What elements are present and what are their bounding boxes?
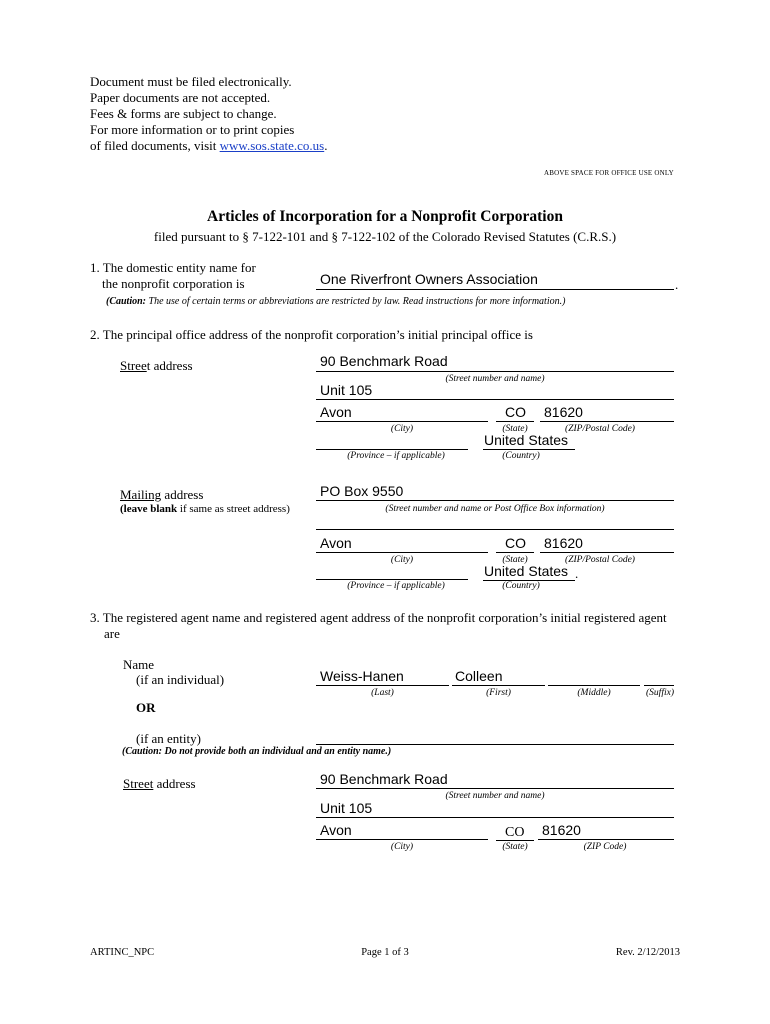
agent-city-field[interactable]: Avon	[320, 822, 352, 838]
notice-line: Document must be filed electronically.	[90, 74, 292, 89]
mailing-province-underline	[316, 579, 468, 580]
section1-label: 1. The domestic entity name for	[90, 260, 256, 275]
mailing-state-underline	[496, 552, 534, 553]
notice-line: For more information or to print copies	[90, 122, 295, 137]
mailing-street2-underline[interactable]	[316, 529, 674, 530]
country-caption: (Country)	[502, 581, 540, 591]
principal-province-underline	[316, 449, 468, 450]
footer-form-id: ARTINC_NPC	[90, 947, 155, 958]
caution-note	[106, 296, 565, 307]
notice-text: of filed documents, visit	[90, 138, 220, 153]
mailing-note-rest: if same as street address)	[177, 503, 290, 515]
section2-label: 2. The principal office address of the nonprofit corporation’s initial principal office is	[90, 327, 533, 342]
city-caption: (City)	[390, 424, 414, 434]
agent-last-name-field[interactable]: Weiss-Hanen	[320, 668, 404, 684]
agent-state-caption: (State)	[502, 842, 528, 852]
agent-city-caption: (City)	[390, 842, 414, 852]
notice-line	[90, 138, 327, 154]
principal-street-underline	[316, 371, 674, 372]
footer-page-number: Page 1 of 3	[361, 947, 409, 958]
caution-bold: (Caution:	[106, 296, 147, 307]
province-caption: (Province – if applicable)	[347, 581, 445, 591]
street-address-label	[120, 358, 193, 374]
street-label-rest: t address	[146, 358, 193, 373]
street-label-underlined: Stree	[120, 358, 147, 373]
section3-label-cont: are	[104, 626, 120, 641]
footer-revision: Rev. 2/12/2013	[615, 947, 680, 958]
agent-last-underline	[316, 685, 449, 686]
agent-suffix-underline	[644, 685, 674, 686]
agent-entity-underline	[316, 744, 674, 745]
section3-label: 3. The registered agent name and registered agent address of the nonprofit corporation’s initial registered agent	[90, 610, 667, 625]
page-subtitle: filed pursuant to § 7-122-101 and § 7-122-102 of the Colorado Revised Statutes (C.R.S.)	[153, 229, 617, 244]
agent-city-underline	[316, 839, 488, 840]
entity-name-field[interactable]: One Riverfront Owners Association	[320, 271, 538, 287]
province-caption: (Province – if applicable)	[347, 451, 445, 461]
city-caption: (City)	[390, 555, 414, 565]
mailing-address-label	[120, 487, 203, 503]
entity-name-period: .	[675, 277, 679, 292]
agent-street2-underline	[316, 817, 674, 818]
agent-street-label-rest: address	[153, 776, 196, 791]
agent-zip-caption: (ZIP Code)	[583, 842, 627, 852]
street-caption: (Street number and name)	[445, 374, 545, 384]
sos-website-link[interactable]: www.sos.state.co.us	[219, 138, 325, 153]
mailing-street-field[interactable]: PO Box 9550	[320, 483, 404, 499]
mailing-zip-field[interactable]: 81620	[544, 535, 583, 551]
agent-street-field[interactable]: 90 Benchmark Road	[320, 771, 448, 787]
or-separator: OR	[136, 700, 156, 715]
notice-line: Fees & forms are subject to change.	[90, 106, 277, 121]
last-caption: (Last)	[371, 688, 394, 698]
suffix-caption: (Suffix)	[646, 688, 674, 698]
mailing-street-underline	[316, 500, 674, 501]
principal-state-underline	[496, 421, 534, 422]
page-title: Articles of Incorporation for a Nonprofit Corporation	[207, 208, 563, 225]
agent-entity-label: (if an entity)	[136, 731, 201, 746]
caution-text: The use of certain terms or abbreviations are restricted by law. Read instructions for more information.)	[146, 296, 566, 307]
agent-first-name-field[interactable]: Colleen	[455, 668, 503, 684]
agent-first-underline	[452, 685, 545, 686]
agent-street-label-underlined: Street	[123, 776, 154, 791]
country-caption: (Country)	[502, 451, 540, 461]
mailing-state-field[interactable]: CO	[505, 535, 526, 551]
agent-street-caption: (Street number and name)	[445, 791, 545, 801]
mailing-label-underlined: Mailing	[120, 487, 162, 502]
principal-street-field[interactable]: 90 Benchmark Road	[320, 353, 448, 369]
agent-middle-underline	[548, 685, 640, 686]
mailing-note-bold: (leave blank	[120, 503, 178, 515]
principal-state-field[interactable]: CO	[505, 404, 526, 420]
agent-zip-underline	[538, 839, 674, 840]
state-caption: (State)	[502, 555, 528, 565]
agent-zip-field[interactable]: 81620	[542, 822, 581, 838]
zip-caption: (ZIP/Postal Code)	[565, 555, 635, 565]
principal-street2-field[interactable]: Unit 105	[320, 382, 373, 398]
principal-street2-underline	[316, 399, 674, 400]
principal-city-field[interactable]: Avon	[320, 404, 352, 420]
zip-caption: (ZIP/Postal Code)	[565, 424, 635, 434]
notice-line: Paper documents are not accepted.	[90, 90, 271, 105]
mailing-zip-underline	[540, 552, 674, 553]
agent-street-underline	[316, 788, 674, 789]
office-use-notice: ABOVE SPACE FOR OFFICE USE ONLY	[544, 169, 674, 177]
principal-country-underline	[483, 449, 575, 450]
principal-zip-underline	[540, 421, 674, 422]
mailing-street-caption: (Street number and name or Post Office Box information)	[385, 504, 605, 514]
notice-period: .	[324, 138, 328, 153]
agent-individual-label: (if an individual)	[136, 672, 225, 687]
first-caption: (First)	[486, 688, 511, 698]
principal-country-field[interactable]: United States	[484, 432, 569, 448]
agent-street-label	[123, 776, 196, 792]
section1-label-cont: the nonprofit corporation is	[102, 276, 245, 291]
principal-zip-field[interactable]: 81620	[544, 404, 583, 420]
agent-caution-note: (Caution: Do not provide both an individual and an entity name.)	[122, 746, 392, 757]
mailing-label-rest: address	[161, 487, 204, 502]
mailing-note	[120, 503, 290, 515]
middle-caption: (Middle)	[577, 688, 611, 698]
mailing-country-field[interactable]: United States	[484, 563, 569, 579]
agent-name-label: Name	[123, 657, 155, 672]
principal-city-underline	[316, 421, 488, 422]
entity-name-underline	[316, 289, 674, 290]
mailing-city-underline	[316, 552, 488, 553]
state-caption: (State)	[502, 424, 528, 434]
agent-state-underline	[496, 840, 534, 841]
mailing-city-field[interactable]: Avon	[320, 535, 352, 551]
agent-state-field[interactable]: CO	[505, 825, 525, 840]
agent-street2-field[interactable]: Unit 105	[320, 800, 373, 816]
mailing-country-period: .	[575, 566, 579, 581]
